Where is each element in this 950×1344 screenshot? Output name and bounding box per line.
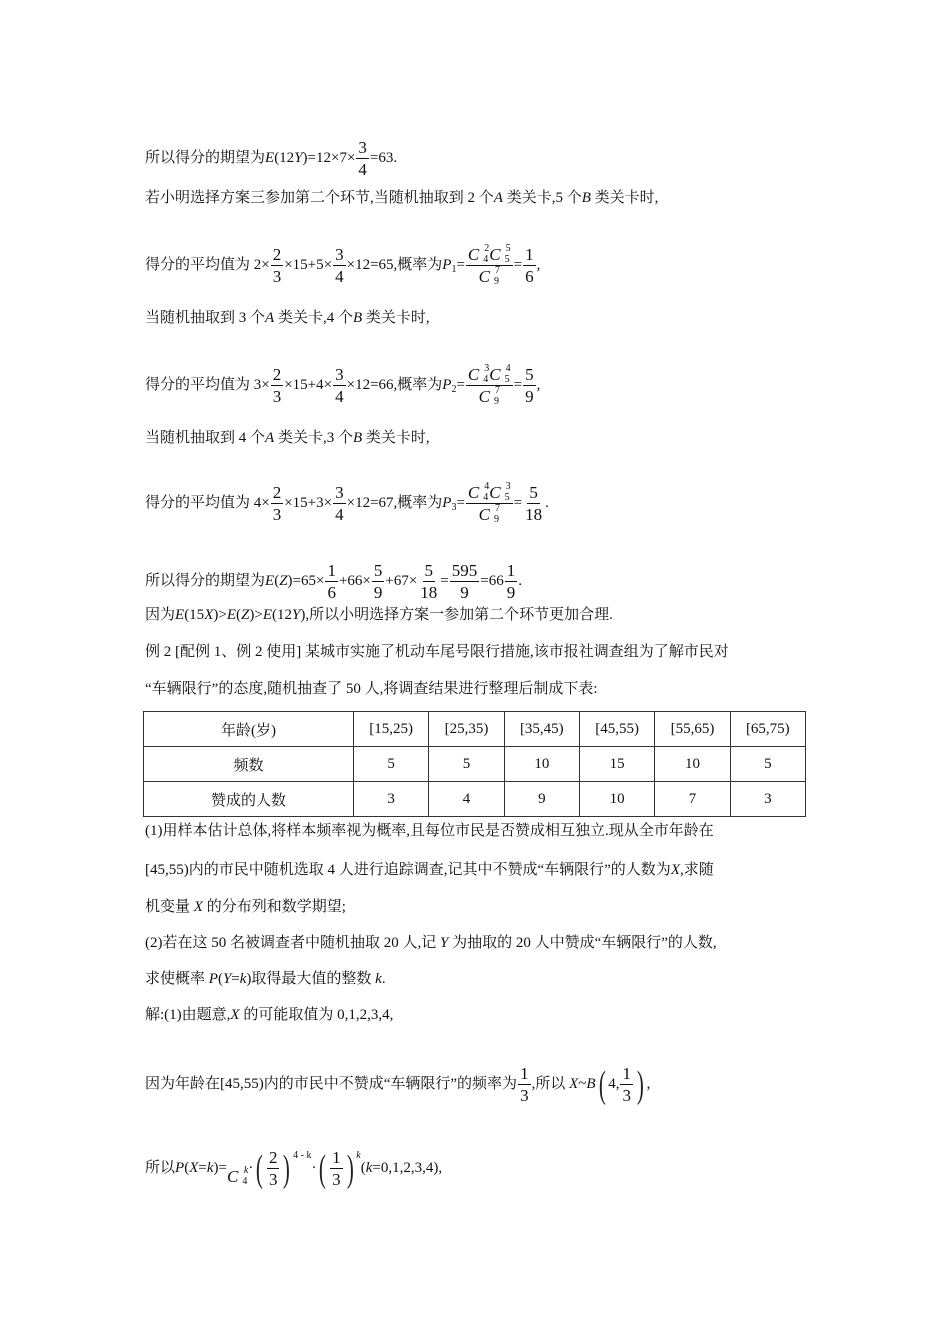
var: B bbox=[352, 310, 363, 326]
numerator: 1 bbox=[327, 561, 336, 580]
combination: C 5 5 bbox=[489, 243, 511, 265]
fraction bbox=[271, 482, 284, 525]
text: = bbox=[513, 256, 523, 273]
combination-fraction bbox=[466, 244, 513, 287]
text: =63. bbox=[369, 149, 398, 166]
numerator: 2 bbox=[272, 245, 282, 264]
var: E bbox=[226, 607, 236, 623]
right-paren: ) bbox=[346, 1147, 354, 1190]
fraction bbox=[523, 482, 544, 525]
table-cell: 5 bbox=[354, 747, 429, 782]
text: 得分的平均值为 2× bbox=[145, 256, 270, 273]
text: 所以得分的期望为 bbox=[145, 572, 266, 589]
fraction bbox=[325, 560, 338, 603]
denominator bbox=[477, 266, 502, 287]
denominator: 3 bbox=[520, 1086, 529, 1105]
denominator: 3 bbox=[332, 1170, 341, 1190]
var: Z bbox=[279, 572, 288, 589]
fraction bbox=[271, 244, 284, 287]
case-line-3 bbox=[145, 428, 430, 448]
numerator: 595 bbox=[451, 561, 478, 580]
numerator: 1 bbox=[622, 1064, 631, 1083]
text: 的可能取值为 0,1,2,3,4, bbox=[239, 1007, 394, 1023]
denominator: 9 bbox=[460, 583, 469, 602]
numerator bbox=[466, 244, 513, 266]
var: P bbox=[442, 256, 452, 273]
text: 类关卡时, bbox=[362, 430, 430, 446]
table-header-cell: [25,35) bbox=[429, 712, 504, 747]
var: E bbox=[175, 607, 185, 623]
var: X bbox=[204, 607, 214, 623]
table-cell: 频数 bbox=[144, 747, 354, 782]
denominator: 3 bbox=[272, 505, 282, 524]
text: 类关卡,5 个 bbox=[502, 190, 582, 206]
table-cell: 3 bbox=[730, 782, 805, 817]
question-2-line-2 bbox=[145, 969, 386, 989]
text: . bbox=[518, 572, 522, 589]
average-line-2 bbox=[145, 364, 540, 407]
text: [45,55)内的市民中随机选取 4 人进行追踪调查,记其中不赞成“车辆限行”的人数为 bbox=[145, 862, 671, 878]
text: 类关卡,4 个 bbox=[274, 310, 353, 326]
combination: C 7 9 bbox=[478, 265, 500, 287]
text: 解:(1)由题意, bbox=[145, 1007, 231, 1023]
numerator bbox=[466, 482, 513, 504]
text: ( bbox=[236, 607, 241, 623]
text: 因为年龄在[45,55)内的市民中不赞成“车辆限行”的频率为 bbox=[145, 1075, 518, 1092]
left-paren: ( bbox=[256, 1147, 264, 1190]
table-cell: 7 bbox=[655, 782, 730, 817]
text: 当随机抽取到 3 个 bbox=[145, 310, 266, 326]
numerator: 1 bbox=[506, 561, 516, 580]
denominator: 18 bbox=[525, 505, 543, 524]
denominator: 3 bbox=[268, 1170, 278, 1190]
text: = bbox=[456, 494, 465, 511]
numerator: 2 bbox=[272, 365, 282, 384]
numerator: 1 bbox=[520, 1064, 529, 1083]
left-paren: ( bbox=[319, 1147, 327, 1190]
combination: C 3 4 bbox=[467, 363, 490, 385]
denominator: 9 bbox=[373, 583, 383, 602]
text: )> bbox=[249, 607, 263, 623]
text: ×15+3× bbox=[284, 494, 333, 511]
table-cell: 9 bbox=[504, 782, 579, 817]
var: Z bbox=[241, 607, 250, 623]
fraction bbox=[333, 364, 346, 407]
var: B bbox=[581, 190, 591, 206]
numerator: 1 bbox=[525, 245, 534, 264]
solution-line-1 bbox=[145, 1005, 393, 1025]
var: P bbox=[208, 971, 218, 987]
text: 因为 bbox=[145, 607, 176, 623]
text: 求使概率 bbox=[145, 971, 206, 987]
table-cell: 3 bbox=[354, 782, 429, 817]
fraction bbox=[450, 560, 480, 603]
fraction bbox=[330, 1147, 343, 1190]
text: 机变量 bbox=[145, 899, 191, 915]
text: (12 bbox=[271, 607, 292, 623]
text: . bbox=[545, 494, 549, 511]
var: P bbox=[175, 1160, 185, 1176]
text: =66 bbox=[480, 572, 504, 589]
table-cell: 5 bbox=[730, 747, 805, 782]
text: , bbox=[536, 376, 541, 393]
text: )取得最大值的整数 bbox=[246, 971, 372, 987]
table-cell: 5 bbox=[429, 747, 504, 782]
table-cell: 10 bbox=[655, 747, 730, 782]
numerator: 1 bbox=[332, 1148, 341, 1168]
var: Y bbox=[440, 935, 449, 951]
combination: C 4 4 bbox=[467, 481, 490, 503]
text: 4 bbox=[608, 1075, 616, 1092]
text: 所以 bbox=[145, 1160, 176, 1176]
text: +66× bbox=[338, 572, 371, 589]
expectation-line-1 bbox=[145, 137, 397, 180]
fraction bbox=[356, 137, 369, 180]
table-row bbox=[144, 747, 806, 782]
solution-line-3 bbox=[145, 1146, 442, 1190]
var: A bbox=[493, 190, 503, 206]
text: ×12=66,概率为 bbox=[346, 376, 443, 393]
text: , bbox=[615, 1075, 620, 1092]
combination: C k 4 bbox=[226, 1165, 249, 1187]
fraction bbox=[518, 1063, 531, 1106]
case-line-2 bbox=[145, 308, 430, 328]
var: k bbox=[365, 1160, 373, 1176]
combination-fraction bbox=[466, 364, 513, 407]
text: ×12=67,概率为 bbox=[346, 494, 443, 511]
var: X bbox=[230, 1007, 240, 1023]
text: 若小明选择方案三参加第二个环节,当随机抽取到 2 个 bbox=[145, 190, 494, 206]
var: k bbox=[375, 971, 382, 987]
text: 的分布列和数学期望; bbox=[202, 899, 346, 915]
fraction bbox=[620, 1063, 633, 1106]
text: ( bbox=[217, 971, 223, 987]
numerator: 2 bbox=[272, 483, 282, 502]
numerator: 3 bbox=[335, 483, 344, 502]
table-cell: 10 bbox=[579, 782, 654, 817]
text: 所以得分的期望为 bbox=[145, 149, 266, 166]
text: 例 2 [配例 1、例 2 使用] 某城市实施了机动车尾号限行措施,该市报社调查组为了解市民对 bbox=[145, 644, 729, 660]
var: B bbox=[586, 1075, 596, 1092]
text: ,所以 bbox=[531, 1075, 566, 1092]
combination: C 7 9 bbox=[478, 385, 500, 407]
var: E bbox=[265, 149, 275, 166]
table-cell: 15 bbox=[579, 747, 654, 782]
var: k bbox=[239, 971, 247, 987]
var: E bbox=[265, 572, 275, 589]
question-2-line-1 bbox=[145, 933, 717, 953]
exponent: 4 - k bbox=[293, 1150, 312, 1161]
fraction bbox=[333, 244, 346, 287]
numerator: 5 bbox=[525, 365, 534, 384]
text: · bbox=[248, 1160, 254, 1176]
text: +67× bbox=[385, 572, 418, 589]
text: 得分的平均值为 3× bbox=[145, 376, 270, 393]
var: k bbox=[206, 1160, 214, 1176]
table-header-cell: [15,25) bbox=[354, 712, 429, 747]
text: ×15+4× bbox=[284, 376, 333, 393]
text: 类关卡,3 个 bbox=[274, 430, 353, 446]
question-1-line-3 bbox=[145, 897, 346, 917]
solution-line-2 bbox=[145, 1063, 650, 1106]
question-1-line-2 bbox=[145, 860, 714, 880]
conclusion-line bbox=[145, 605, 613, 625]
text: , bbox=[646, 1075, 651, 1092]
exponent: k bbox=[356, 1150, 361, 1161]
denominator: 3 bbox=[272, 267, 282, 286]
table-cell: 赞成的人数 bbox=[144, 782, 354, 817]
text: ( bbox=[360, 1160, 366, 1176]
text: ~ bbox=[578, 1075, 587, 1092]
text: ×12=65,概率为 bbox=[346, 256, 443, 273]
text: “车辆限行”的态度,随机抽查了 50 人,将调查结果进行整理后制成下表: bbox=[145, 681, 598, 697]
combination: C 3 5 bbox=[489, 481, 511, 503]
question-1-line-1 bbox=[145, 821, 714, 841]
var: Y bbox=[291, 607, 301, 623]
denominator: 18 bbox=[420, 583, 438, 602]
numerator: 3 bbox=[335, 245, 344, 264]
text: 当随机抽取到 4 个 bbox=[145, 430, 266, 446]
text: (12 bbox=[274, 149, 295, 166]
table-row bbox=[144, 712, 806, 747]
text: )> bbox=[213, 607, 227, 623]
combination: C 4 5 bbox=[489, 363, 511, 385]
text: 为抽取的 20 人中赞成“车辆限行”的人数, bbox=[448, 935, 717, 951]
numerator: 5 bbox=[424, 561, 434, 580]
var: P bbox=[442, 494, 452, 511]
denominator: 9 bbox=[506, 583, 516, 602]
text: =0,1,2,3,4), bbox=[372, 1160, 443, 1176]
denominator: 4 bbox=[358, 160, 367, 179]
text: ( bbox=[274, 572, 280, 589]
denominator: 9 bbox=[525, 387, 534, 406]
text: (15 bbox=[184, 607, 205, 623]
text: = bbox=[456, 376, 465, 393]
numerator: 5 bbox=[373, 561, 383, 580]
left-paren: ( bbox=[598, 1063, 606, 1106]
table-header-cell: [45,55) bbox=[579, 712, 654, 747]
numerator bbox=[466, 364, 513, 386]
var: E bbox=[262, 607, 272, 623]
fraction bbox=[267, 1147, 280, 1190]
average-line-1 bbox=[145, 244, 540, 287]
fraction bbox=[418, 560, 439, 603]
text: ×15+5× bbox=[284, 256, 333, 273]
fraction bbox=[333, 482, 346, 525]
text: )= bbox=[213, 1160, 227, 1176]
table-cell: 4 bbox=[429, 782, 504, 817]
text: = bbox=[198, 1160, 207, 1176]
denominator: 3 bbox=[622, 1086, 631, 1105]
combination-fraction bbox=[466, 482, 513, 525]
fraction bbox=[505, 560, 518, 603]
text: ( bbox=[184, 1160, 190, 1176]
fraction bbox=[372, 560, 385, 603]
text: (2)若在这 50 名被调查者中随机抽取 20 人,记 bbox=[145, 935, 437, 951]
numerator: 2 bbox=[268, 1148, 278, 1168]
var: Y bbox=[294, 149, 303, 166]
var: X bbox=[670, 862, 680, 878]
combination: C 2 4 bbox=[467, 243, 490, 265]
table-header-cell: 年龄(岁) bbox=[144, 712, 354, 747]
table-header-cell: [55,65) bbox=[655, 712, 730, 747]
text: 得分的平均值为 4× bbox=[145, 494, 270, 511]
var: B bbox=[352, 430, 363, 446]
denominator: 3 bbox=[272, 387, 282, 406]
text: = bbox=[231, 971, 240, 987]
denominator: 6 bbox=[327, 583, 336, 602]
fraction bbox=[271, 364, 284, 407]
subscript: 3 bbox=[451, 501, 457, 513]
survey-table bbox=[143, 711, 806, 817]
fraction bbox=[523, 244, 536, 287]
right-paren: ) bbox=[283, 1147, 291, 1190]
fraction bbox=[523, 364, 536, 407]
text: = bbox=[456, 256, 465, 273]
table-header-cell: [65,75) bbox=[730, 712, 805, 747]
example-2-title bbox=[145, 642, 729, 662]
table-cell: 10 bbox=[504, 747, 579, 782]
right-paren: ) bbox=[636, 1063, 644, 1106]
var: X bbox=[569, 1075, 579, 1092]
text: 类关卡时, bbox=[362, 310, 430, 326]
var: Y bbox=[222, 971, 232, 987]
combination: C 7 9 bbox=[478, 503, 500, 525]
subscript: 1 bbox=[451, 263, 457, 275]
expectation-line-z bbox=[145, 560, 522, 603]
numerator: 3 bbox=[335, 365, 344, 384]
table-header-cell: [35,45) bbox=[504, 712, 579, 747]
denominator bbox=[477, 504, 502, 525]
text: = bbox=[440, 572, 449, 589]
text: · bbox=[311, 1160, 317, 1176]
example-2-intro bbox=[145, 679, 598, 699]
average-line-3 bbox=[145, 482, 549, 525]
text: )=65× bbox=[287, 572, 325, 589]
denominator: 4 bbox=[335, 267, 344, 286]
denominator bbox=[477, 386, 502, 407]
text: . bbox=[381, 971, 386, 987]
text: , bbox=[536, 256, 541, 273]
var: A bbox=[265, 430, 275, 446]
var: X bbox=[189, 1160, 199, 1176]
denominator: 4 bbox=[335, 505, 344, 524]
scheme-three-line bbox=[145, 188, 658, 208]
subscript: 2 bbox=[451, 383, 457, 395]
text: = bbox=[513, 494, 523, 511]
var: A bbox=[265, 310, 275, 326]
text: )=12×7× bbox=[302, 149, 356, 166]
text: ),所以小明选择方案一参加第二个环节更加合理. bbox=[300, 607, 613, 623]
text: = bbox=[513, 376, 523, 393]
var: X bbox=[193, 899, 203, 915]
numerator: 3 bbox=[358, 138, 367, 157]
var: P bbox=[442, 376, 452, 393]
table-row bbox=[144, 782, 806, 817]
denominator: 4 bbox=[335, 387, 344, 406]
denominator: 6 bbox=[525, 267, 534, 286]
text: (1)用样本估计总体,将样本频率视为概率,且每位市民是否赞成相互独立.现从全市年龄在 bbox=[145, 823, 714, 839]
numerator: 5 bbox=[529, 483, 538, 502]
text: 类关卡时, bbox=[590, 190, 659, 206]
text: ,求随 bbox=[679, 862, 714, 878]
